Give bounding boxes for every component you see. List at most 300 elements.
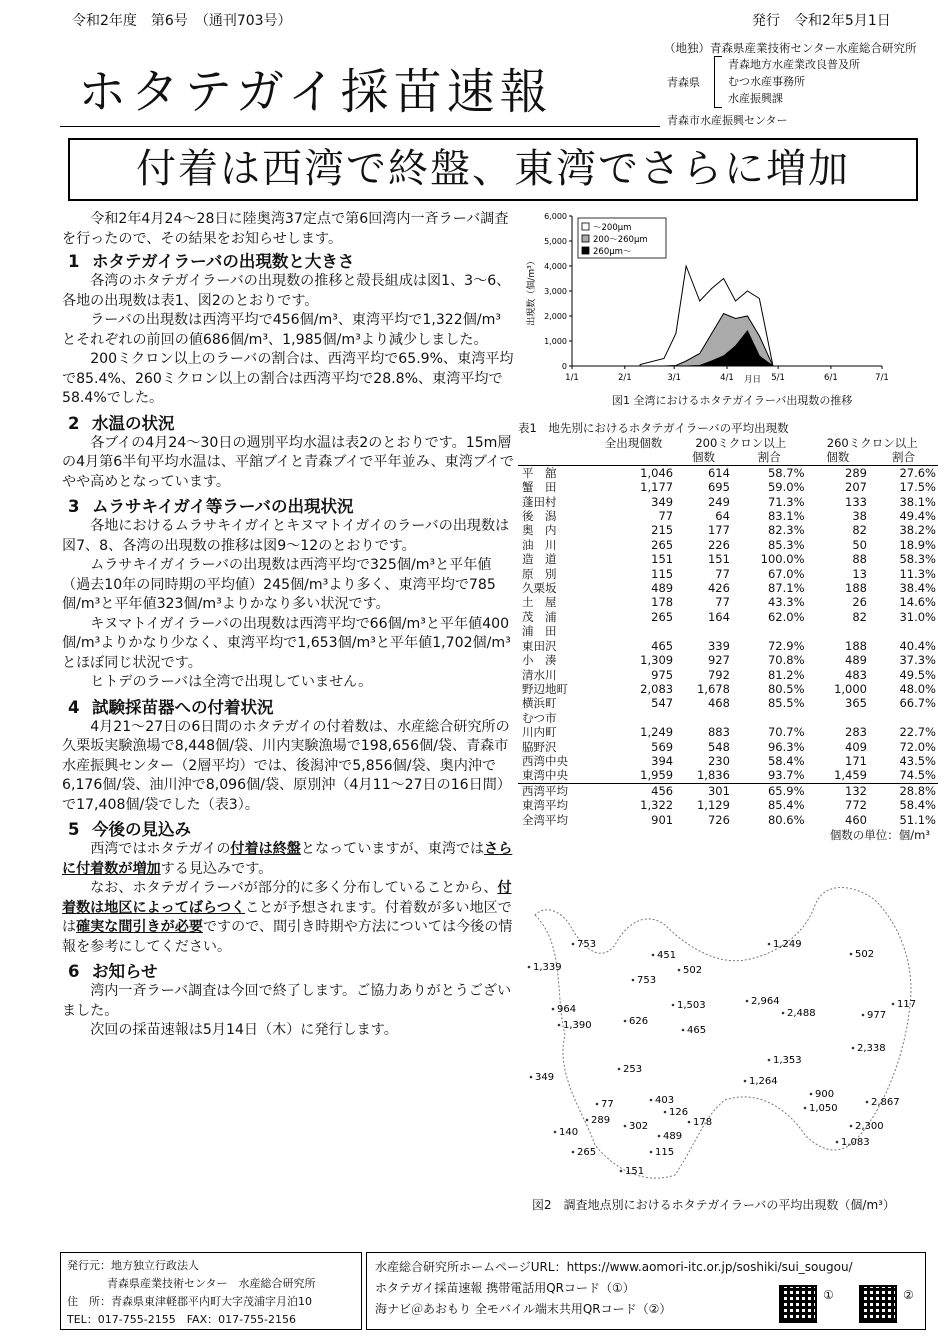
y-tick-label: 1,000 bbox=[544, 337, 567, 346]
station-value-label: 465 bbox=[687, 1025, 707, 1036]
section-2-heading: 2 水温の状況 bbox=[68, 413, 175, 433]
legend-label: ～200μm bbox=[593, 223, 632, 233]
station-marker bbox=[852, 1047, 855, 1050]
x-tick-label: 1/1 bbox=[565, 373, 579, 383]
table-cell: 365 bbox=[845, 696, 867, 711]
table-cell: 93.7% bbox=[767, 768, 805, 783]
table-cell: 489 bbox=[651, 581, 674, 596]
table-header-blank bbox=[592, 450, 675, 465]
table-cell-location: 油 川 bbox=[522, 537, 557, 552]
table-row bbox=[518, 538, 938, 552]
article-body bbox=[62, 210, 514, 1041]
table-cell: 548 bbox=[707, 739, 730, 754]
station-marker bbox=[850, 1125, 853, 1128]
emphasis: 付着は終盤 bbox=[230, 841, 301, 857]
table-cell: 72.0% bbox=[899, 739, 936, 754]
table-cell-location: 川内町 bbox=[522, 725, 557, 740]
table-header-blank bbox=[518, 436, 592, 450]
table-row bbox=[518, 798, 938, 812]
table-cell-location: 西湾中央 bbox=[522, 753, 568, 768]
org-list bbox=[728, 56, 860, 107]
table-cell: 83.1% bbox=[767, 509, 805, 524]
table-row bbox=[518, 768, 938, 783]
table-cell bbox=[675, 624, 732, 638]
table-row bbox=[518, 813, 938, 827]
table-cell: 283 bbox=[845, 725, 867, 740]
table-cell: 151 bbox=[707, 552, 730, 567]
station-marker bbox=[572, 1151, 575, 1154]
table-cell: 40.4% bbox=[899, 638, 936, 653]
station-marker bbox=[618, 1068, 621, 1071]
station-value-label: 2,338 bbox=[857, 1043, 886, 1054]
station-marker bbox=[586, 1119, 589, 1122]
station-value-label: 178 bbox=[693, 1117, 713, 1128]
station-value-label: 1,390 bbox=[563, 1020, 592, 1031]
table-cell-location: 茂 浦 bbox=[522, 609, 557, 624]
table-1-body bbox=[518, 465, 938, 827]
table-cell: 58.3% bbox=[899, 552, 936, 567]
table-row bbox=[518, 465, 938, 480]
table-cell bbox=[869, 624, 938, 638]
section-4-heading: 4 試験採苗器への付着状況 bbox=[68, 697, 274, 717]
table-cell: 1,129 bbox=[696, 798, 730, 813]
station-marker bbox=[892, 1003, 895, 1006]
table-cell: 230 bbox=[707, 753, 730, 768]
y-tick-label: 2,000 bbox=[544, 312, 567, 321]
table-row bbox=[518, 595, 938, 609]
section-4-paragraph: 4月21～27日の6日間のホタテガイの付着数は、水産総合研究所の久栗坂実験漁場で8,448個/袋、川内実験漁場で198,656個/袋、青森市水産振興センター（2層平均）では、後潟沖で5,856個/袋、奥内沖で6,176個/袋、油川沖で8,096個/袋、原別沖（4月11～27日の16日間）で17,408個/袋でした（表3）。 bbox=[62, 718, 511, 813]
table-cell: 77 bbox=[715, 595, 730, 610]
table-cell-location: 久栗坂 bbox=[522, 581, 557, 596]
table-cell: 177 bbox=[707, 523, 730, 538]
table-cell: 151 bbox=[651, 552, 674, 567]
table-row bbox=[518, 480, 938, 494]
station-marker bbox=[652, 954, 655, 957]
table-cell: 215 bbox=[651, 523, 674, 538]
table-cell-location: 東湾中央 bbox=[522, 768, 568, 783]
table-row bbox=[518, 696, 938, 710]
table-cell: 426 bbox=[707, 581, 730, 596]
publisher-address: 住 所：青森県東津軽郡平内町大字茂浦字月泊10 bbox=[67, 1295, 312, 1308]
station-value-label: 489 bbox=[663, 1131, 683, 1142]
table-header: 全出現個数 bbox=[604, 436, 663, 450]
table-cell-location: 脇野沢 bbox=[522, 739, 557, 754]
station-marker bbox=[530, 1076, 533, 1079]
table-cell: 207 bbox=[845, 480, 867, 495]
table-cell: 64 bbox=[715, 509, 730, 524]
table-cell: 171 bbox=[845, 753, 867, 768]
table-cell: 927 bbox=[707, 653, 730, 668]
station-value-label: 302 bbox=[629, 1121, 649, 1132]
table-cell-location: 東湾平均 bbox=[522, 798, 568, 813]
station-marker bbox=[596, 1103, 599, 1106]
station-value-label: 1,353 bbox=[773, 1055, 802, 1066]
station-value-label: 117 bbox=[897, 999, 917, 1010]
table-cell: 547 bbox=[651, 696, 674, 711]
table-cell: 85.5% bbox=[767, 696, 805, 711]
table-cell: 1,459 bbox=[834, 768, 867, 783]
footer-publisher bbox=[60, 1252, 362, 1330]
table-cell: 188 bbox=[845, 638, 867, 653]
section-3-paragraph: 各地におけるムラサキイガイとキヌマトイガイのラーバの出現数は図7、8、各湾の出現数の推移は図9～12のとおりです。 bbox=[62, 518, 510, 554]
table-subheader: 個数 bbox=[675, 450, 732, 465]
table-cell: 772 bbox=[845, 798, 867, 813]
table-cell: 569 bbox=[651, 739, 674, 754]
figure-1-chart bbox=[520, 208, 890, 408]
table-cell: 115 bbox=[651, 566, 674, 581]
table-cell: 1,249 bbox=[640, 725, 674, 740]
org-prefecture: 青森県 bbox=[667, 76, 700, 89]
table-row bbox=[518, 668, 938, 682]
station-value-label: 1,503 bbox=[677, 1000, 706, 1011]
table-cell: 38.2% bbox=[899, 523, 936, 538]
station-marker bbox=[558, 1024, 561, 1027]
table-cell-location: 後 潟 bbox=[522, 509, 557, 524]
qr-code-2-label: ② bbox=[903, 1288, 914, 1302]
station-value-label: 1,083 bbox=[841, 1137, 870, 1148]
station-marker bbox=[782, 1012, 785, 1015]
table-cell: 62.0% bbox=[767, 609, 805, 624]
station-value-label: 753 bbox=[637, 975, 657, 986]
table-cell: 58.4% bbox=[767, 753, 805, 768]
station-marker bbox=[678, 969, 681, 972]
org-list-item: むつ水産事務所 bbox=[728, 75, 805, 88]
table-cell: 394 bbox=[651, 753, 674, 768]
table-row bbox=[518, 495, 938, 509]
org-city: 青森市水産振興センター bbox=[667, 114, 788, 127]
table-row bbox=[518, 682, 938, 696]
table-cell: 43.5% bbox=[899, 753, 936, 768]
y-tick-label: 4,000 bbox=[544, 262, 567, 271]
x-axis-label: 月日 bbox=[744, 375, 762, 385]
table-cell: 38 bbox=[852, 509, 867, 524]
table-header: 200ミクロン以上 bbox=[695, 436, 787, 450]
station-value-label: 1,339 bbox=[533, 962, 562, 973]
station-marker bbox=[650, 1099, 653, 1102]
table-cell: 339 bbox=[707, 638, 730, 653]
station-value-label: 1,249 bbox=[773, 939, 802, 950]
table-cell: 18.9% bbox=[899, 537, 936, 552]
station-value-label: 1,050 bbox=[809, 1103, 838, 1114]
station-value-label: 77 bbox=[601, 1099, 614, 1110]
section-3-paragraph: キヌマトイガイラーバの出現数は西湾平均で66個/m³と平年値400個/m³よりかなり少なく、東湾平均で1,653個/m³と平年値1,702個/m³とほぼ同じ状況です。 bbox=[62, 615, 511, 671]
table-cell: 43.3% bbox=[767, 595, 805, 610]
table-cell: 58.7% bbox=[767, 465, 805, 480]
station-value-label: 151 bbox=[625, 1166, 645, 1177]
table-cell: 37.3% bbox=[899, 653, 936, 668]
table-header-blank bbox=[518, 450, 592, 465]
table-row bbox=[518, 740, 938, 754]
figure-2-caption: 図2 調査地点別におけるホタテガイラーバの平均出現数（個/m³） bbox=[532, 1198, 895, 1212]
table-cell: 1,000 bbox=[834, 681, 867, 696]
table-cell: 301 bbox=[675, 783, 732, 798]
table-cell bbox=[675, 711, 732, 725]
table-cell: 1,322 bbox=[640, 798, 674, 813]
qr-code-1[interactable] bbox=[779, 1285, 817, 1323]
section-3-paragraph: ムラサキイガイラーバの出現数は西湾平均で325個/m³と平年値（過去10年の同時期の平均値）245個/m³より多く、東湾平均で785個/m³と平年値323個/m³よりかなり多い状況です。 bbox=[62, 557, 496, 612]
x-tick-label: 7/1 bbox=[875, 373, 889, 383]
chart-svg bbox=[520, 208, 890, 408]
station-value-label: 115 bbox=[655, 1147, 675, 1158]
legend-swatch bbox=[582, 235, 589, 242]
station-value-label: 451 bbox=[657, 950, 677, 961]
table-cell bbox=[869, 711, 938, 725]
table-cell: 792 bbox=[707, 667, 730, 682]
table-cell: 726 bbox=[707, 812, 730, 827]
x-tick-label: 5/1 bbox=[771, 373, 785, 383]
table-cell: 901 bbox=[651, 812, 674, 827]
station-marker bbox=[632, 979, 635, 982]
station-marker bbox=[528, 966, 531, 969]
table-cell-location: 横浜町 bbox=[522, 696, 557, 711]
legend-swatch bbox=[582, 247, 589, 254]
homepage-url[interactable]: 水産総合研究所ホームページURL：https://www.aomori-itc.or.jp/soshiki/sui_sougou/ bbox=[375, 1260, 853, 1274]
section-3-paragraph: ヒトデのラーバは全湾で出現していません。 bbox=[90, 674, 373, 690]
table-cell: 82 bbox=[852, 523, 867, 538]
x-tick-label: 4/1 bbox=[720, 373, 734, 383]
emphasis: さらに付着数が増加 bbox=[62, 841, 513, 877]
station-value-label: 2,488 bbox=[787, 1008, 816, 1019]
table-cell: 133 bbox=[845, 494, 867, 509]
station-marker bbox=[744, 1080, 747, 1083]
table-cell: 1,177 bbox=[640, 480, 674, 495]
table-cell: 456 bbox=[592, 783, 675, 798]
y-tick-label: 3,000 bbox=[544, 287, 567, 296]
headline: 付着は西湾で終盤、東湾でさらに増加 bbox=[68, 138, 918, 201]
table-cell-location: 全湾平均 bbox=[522, 812, 568, 827]
table-row bbox=[518, 624, 938, 638]
station-value-label: 2,300 bbox=[855, 1121, 884, 1132]
table-cell-location: 造 道 bbox=[522, 552, 557, 567]
table-cell: 100.0% bbox=[760, 552, 805, 567]
table-cell: 96.3% bbox=[767, 739, 805, 754]
table-row bbox=[518, 653, 938, 667]
station-marker bbox=[768, 1059, 771, 1062]
table-cell: 38.4% bbox=[899, 581, 936, 596]
section-5-paragraph: 西湾ではホタテガイの付着は終盤となっていますが、東湾ではさらに付着数が増加する見込みです。 bbox=[62, 841, 513, 877]
table-row bbox=[518, 567, 938, 581]
table-cell: 2,083 bbox=[640, 681, 674, 696]
section-1-paragraph: ラーバの出現数は西湾平均で456個/m³、東湾平均で1,322個/m³とそれぞれの前回の値686個/m³、1,985個/m³より減少しました。 bbox=[62, 312, 501, 348]
table-cell: 14.6% bbox=[899, 595, 936, 610]
station-value-label: 253 bbox=[623, 1064, 643, 1075]
table-cell-location: 原 別 bbox=[522, 566, 557, 581]
table-cell: 48.0% bbox=[899, 681, 936, 696]
table-cell: 80.6% bbox=[767, 812, 805, 827]
table-cell: 1,678 bbox=[696, 681, 730, 696]
table-row bbox=[518, 725, 938, 739]
station-value-label: 900 bbox=[815, 1089, 835, 1100]
publisher-label: 発行元：地方独立行政法人 bbox=[67, 1259, 199, 1272]
station-value-label: 403 bbox=[655, 1095, 675, 1106]
org-brace bbox=[714, 56, 722, 108]
table-cell: 70.7% bbox=[767, 725, 805, 740]
table-cell-location: 平 舘 bbox=[522, 465, 557, 480]
table-row bbox=[518, 581, 938, 595]
table-cell: 465 bbox=[651, 638, 674, 653]
emphasis: 確実な間引きが必要 bbox=[76, 919, 203, 935]
station-value-label: 626 bbox=[629, 1016, 649, 1027]
issue-date: 発行 令和2年5月1日 bbox=[752, 13, 891, 29]
table-cell: 31.0% bbox=[899, 609, 936, 624]
table-cell: 49.4% bbox=[899, 509, 936, 524]
station-marker bbox=[672, 1004, 675, 1007]
table-subheader: 個数 bbox=[807, 450, 869, 465]
section-2-paragraph: 各ブイの4月24～30日の週別平均水温は表2のとおりです。15m層の4月第6半旬平均水温は、平舘ブイと青森ブイで平年並み、東湾ブイでやや高めとなっています。 bbox=[62, 434, 514, 490]
qr-code-1-label: ① bbox=[823, 1288, 834, 1302]
table-cell: 11.3% bbox=[899, 566, 936, 581]
station-marker bbox=[682, 1029, 685, 1032]
table-cell: 87.1% bbox=[767, 581, 805, 596]
table-cell-location: 東田沢 bbox=[522, 638, 557, 653]
x-tick-label: 2/1 bbox=[617, 373, 632, 383]
table-cell: 74.5% bbox=[899, 768, 936, 783]
table-cell-location: 浦 田 bbox=[522, 624, 557, 639]
table-cell: 22.7% bbox=[899, 725, 936, 740]
table-row bbox=[518, 711, 938, 725]
footer-links bbox=[366, 1252, 926, 1330]
station-marker bbox=[746, 1000, 749, 1003]
section-6-paragraph: 湾内一斉ラーバ調査は今回で終了します。ご協力ありがとうございました。 bbox=[62, 983, 512, 1019]
table-cell bbox=[807, 711, 869, 725]
table-cell: 65.9% bbox=[732, 783, 807, 798]
table-cell: 77 bbox=[715, 566, 730, 581]
legend-label: 260μm～ bbox=[593, 247, 632, 257]
table-cell-location: 清水川 bbox=[522, 667, 557, 682]
masthead-rule bbox=[60, 126, 660, 127]
table-cell: 72.9% bbox=[767, 638, 805, 653]
station-marker bbox=[620, 1170, 623, 1173]
table-cell: 71.3% bbox=[767, 494, 805, 509]
section-3-heading: 3 ムラサキイガイ等ラーバの出現状況 bbox=[68, 497, 354, 516]
table-cell: 77 bbox=[658, 509, 674, 524]
table-cell: 975 bbox=[651, 667, 674, 682]
table-cell: 409 bbox=[845, 739, 867, 754]
station-value-label: 502 bbox=[683, 965, 703, 976]
section-5-paragraph: なお、ホタテガイラーバが部分的に多く分布していることから、付着数は地区によってばらつくことが予想されます。付着数が多い地区では確実な間引きが必要ですので、間引き時期や方法については今後の情報を参考にしてください。 bbox=[62, 880, 513, 955]
table-cell: 489 bbox=[845, 653, 867, 668]
section-6-paragraph: 次回の採苗速報は5月14日（木）に発行します。 bbox=[90, 1022, 398, 1038]
station-value-label: 977 bbox=[867, 1010, 887, 1021]
table-cell: 468 bbox=[707, 696, 730, 711]
y-tick-label: 6,000 bbox=[544, 212, 567, 221]
table-cell: 85.3% bbox=[767, 537, 805, 552]
table-row bbox=[518, 552, 938, 566]
station-value-label: 126 bbox=[669, 1107, 689, 1118]
table-cell: 265 bbox=[651, 609, 674, 624]
legend-swatch bbox=[582, 223, 589, 230]
table-cell-location: 奥 内 bbox=[522, 523, 557, 538]
table-cell: 178 bbox=[651, 595, 674, 610]
table-cell: 1,959 bbox=[640, 768, 674, 783]
table-cell-location: 野辺地町 bbox=[522, 681, 568, 696]
table-1-grid bbox=[518, 436, 938, 827]
section-5-heading: 5 今後の見込み bbox=[68, 820, 191, 839]
station-marker bbox=[836, 1141, 839, 1144]
table-cell: 1,046 bbox=[640, 465, 674, 480]
publisher-name: 青森県産業技術センター 水産総合研究所 bbox=[107, 1277, 316, 1290]
table-row bbox=[518, 783, 938, 798]
station-marker bbox=[624, 1125, 627, 1128]
station-value-label: 1,264 bbox=[749, 1076, 778, 1087]
station-marker bbox=[862, 1014, 865, 1017]
table-cell: 27.6% bbox=[899, 465, 936, 480]
qr-line-2: 海ナビ＠あおもり 全モバイル端末共用QRコード（②） bbox=[375, 1302, 672, 1316]
org-list-item: 水産振興課 bbox=[728, 92, 783, 105]
table-cell: 483 bbox=[845, 667, 867, 682]
qr-code-2[interactable] bbox=[859, 1285, 897, 1323]
y-tick-label: 0 bbox=[561, 362, 567, 371]
y-axis-label: 出現数（個/m³） bbox=[527, 256, 537, 326]
issue-number: 令和2年度 第6号 （通刊703号） bbox=[72, 13, 292, 29]
table-cell-location: 西湾平均 bbox=[518, 783, 592, 798]
table-cell: 349 bbox=[651, 494, 674, 509]
station-value-label: 349 bbox=[535, 1072, 555, 1083]
table-cell: 695 bbox=[707, 480, 730, 495]
station-marker bbox=[850, 953, 853, 956]
section-1-heading: 1 ホタテガイラーバの出現数と大きさ bbox=[68, 252, 355, 271]
table-1-unit: 個数の単位：個/m³ bbox=[829, 827, 930, 842]
table-cell-location: 土 屋 bbox=[522, 595, 557, 610]
table-row bbox=[518, 509, 938, 523]
table-1-title: 表1 地先別におけるホタテガイラーバの平均出現数 bbox=[518, 421, 789, 435]
table-cell: 265 bbox=[651, 537, 674, 552]
station-marker bbox=[624, 1020, 627, 1023]
masthead-title: ホタテガイ採苗速報 bbox=[78, 64, 553, 120]
station-marker bbox=[688, 1121, 691, 1124]
table-cell: 66.7% bbox=[899, 696, 936, 711]
station-value-label: 265 bbox=[577, 1147, 597, 1158]
table-cell: 82 bbox=[852, 609, 867, 624]
station-marker bbox=[552, 1008, 555, 1011]
table-row bbox=[518, 639, 938, 653]
station-value-label: 753 bbox=[577, 939, 597, 950]
section-1-paragraph: 各湾のホタテガイラーバの出現数の推移と殻長組成は図1、3～6、各地の出現数は表1、図2のとおりです。 bbox=[62, 273, 511, 309]
table-cell: 82.3% bbox=[767, 523, 805, 538]
table-header: 260ミクロン以上 bbox=[826, 436, 918, 450]
station-marker bbox=[650, 1151, 653, 1154]
table-cell: 164 bbox=[707, 609, 730, 624]
table-cell: 81.2% bbox=[767, 667, 805, 682]
station-marker bbox=[810, 1093, 813, 1096]
table-cell: 28.8% bbox=[869, 783, 938, 798]
table-cell: 17.5% bbox=[899, 480, 936, 495]
table-cell: 614 bbox=[707, 465, 730, 480]
y-tick-label: 5,000 bbox=[544, 237, 567, 246]
section-6-heading: 6 お知らせ bbox=[68, 962, 158, 981]
table-cell: 26 bbox=[852, 595, 867, 610]
table-1 bbox=[518, 420, 938, 843]
table-cell: 58.4% bbox=[899, 798, 936, 813]
table-cell: 85.4% bbox=[767, 798, 805, 813]
table-cell-location: むつ市 bbox=[522, 710, 557, 725]
table-row bbox=[518, 754, 938, 768]
legend-label: 200～260μm bbox=[593, 235, 648, 245]
station-marker bbox=[554, 1131, 557, 1134]
table-cell: 38.1% bbox=[899, 494, 936, 509]
station-value-label: 964 bbox=[557, 1004, 577, 1015]
table-cell: 883 bbox=[707, 725, 730, 740]
station-value-label: 140 bbox=[559, 1127, 579, 1138]
qr-line-1: ホタテガイ採苗速報 携帯電話用QRコード（①） bbox=[375, 1281, 635, 1295]
table-cell bbox=[732, 711, 807, 725]
station-marker bbox=[572, 943, 575, 946]
table-cell: 70.8% bbox=[767, 653, 805, 668]
station-marker bbox=[866, 1101, 869, 1104]
table-cell bbox=[592, 711, 675, 725]
station-marker bbox=[768, 943, 771, 946]
table-cell: 67.0% bbox=[767, 566, 805, 581]
